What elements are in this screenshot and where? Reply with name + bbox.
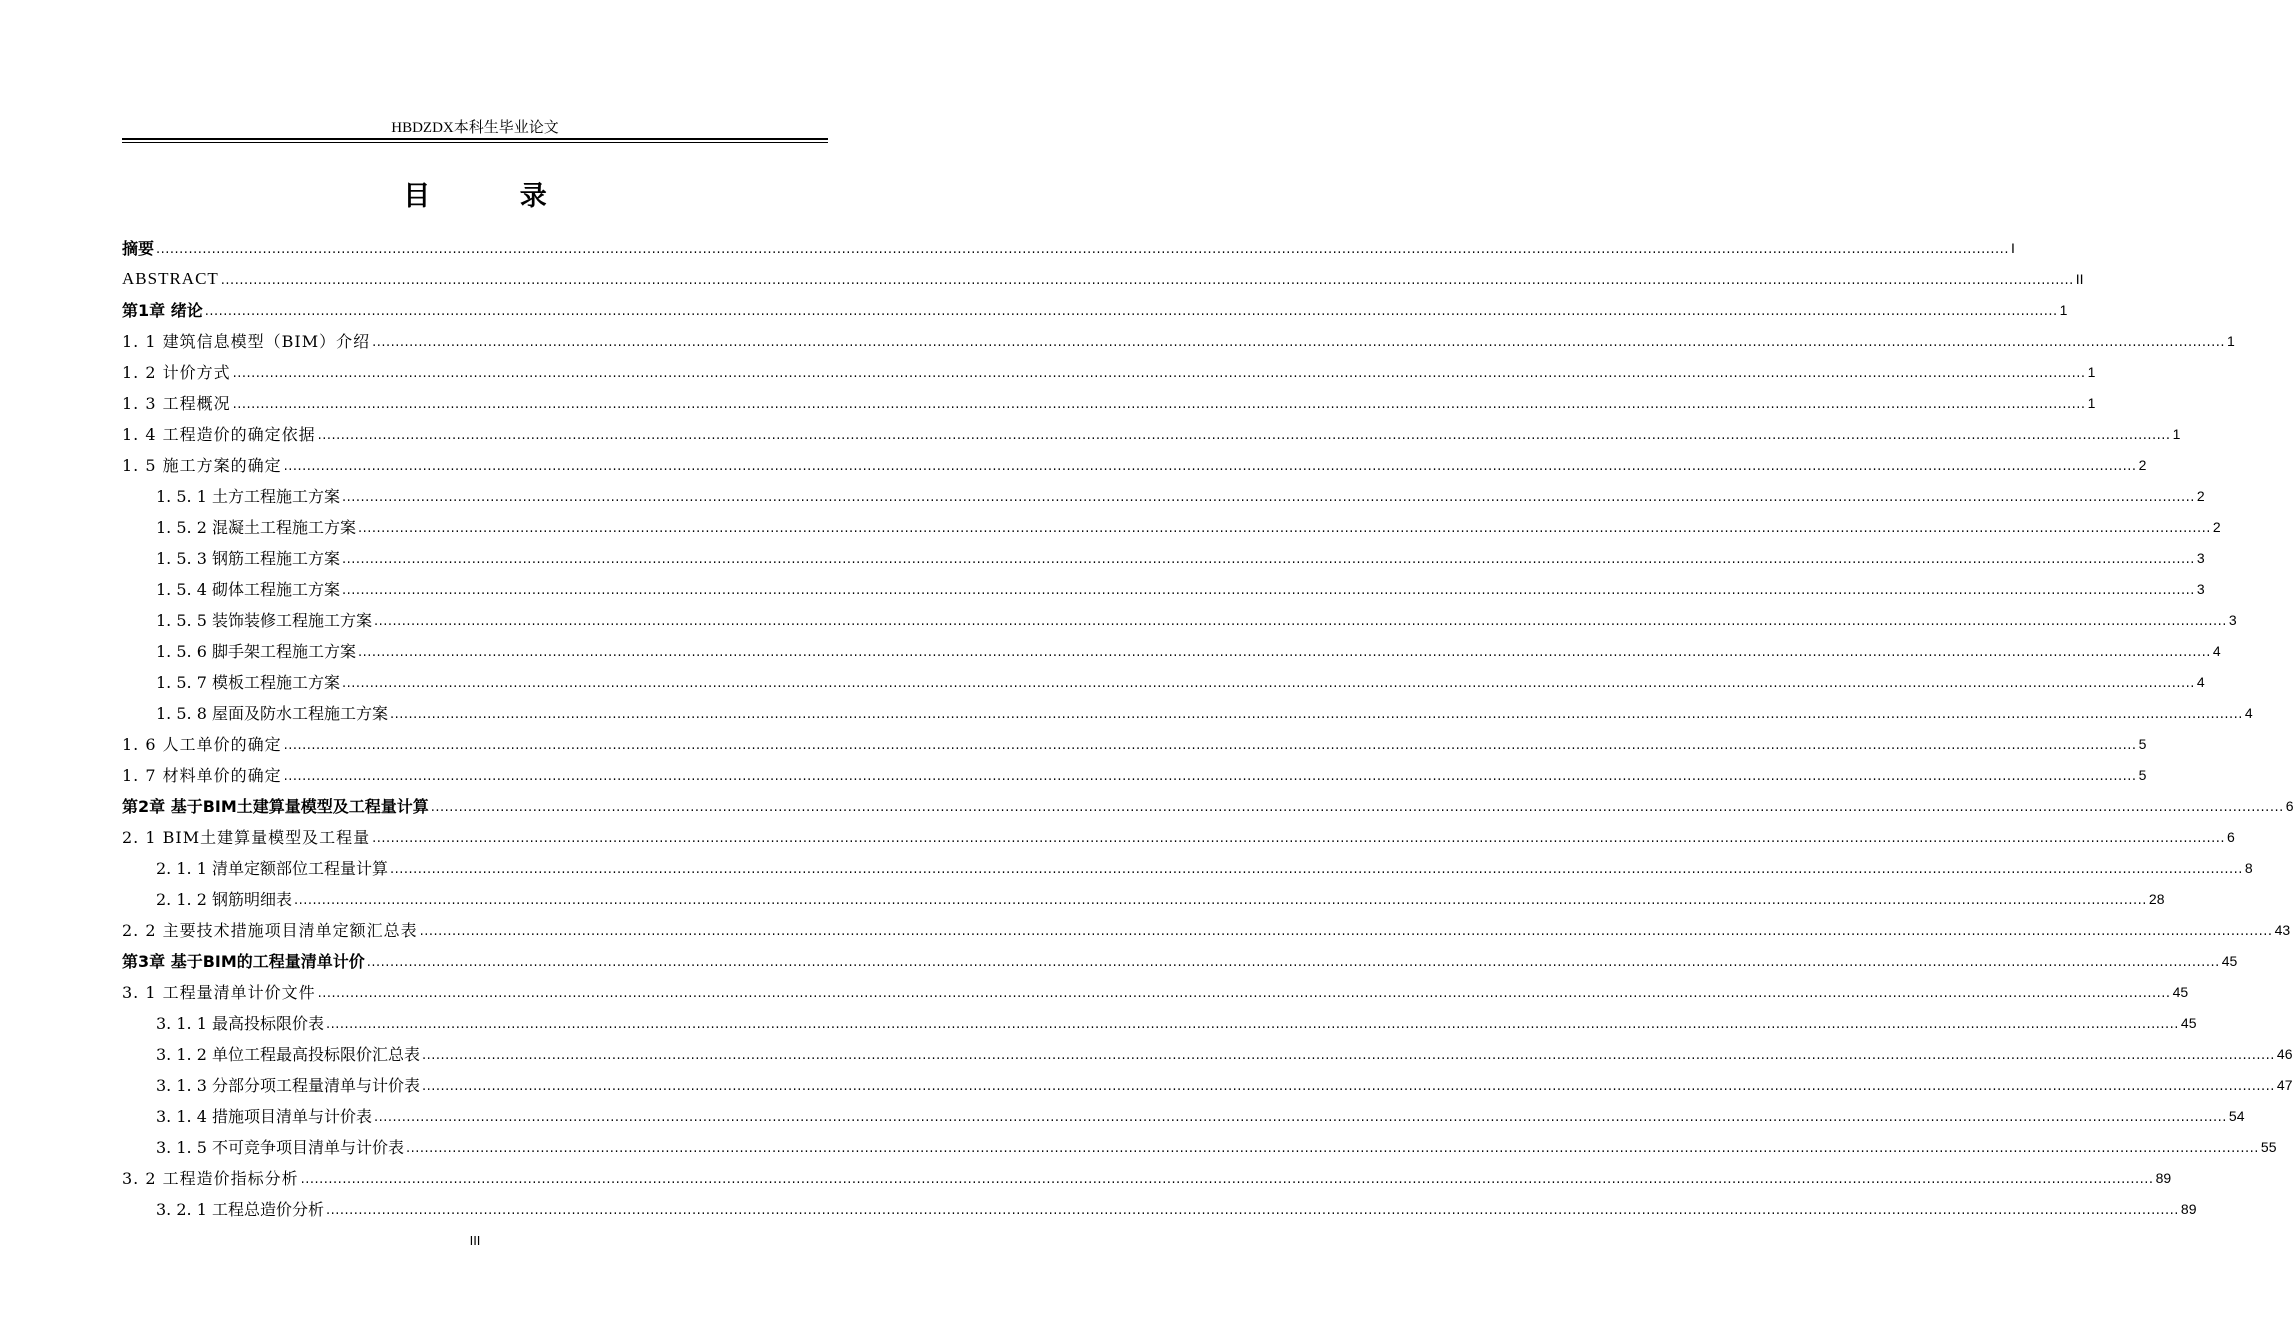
toc-entry[interactable] [122,945,2238,976]
toc-dot-leader: ................................................................................................................................................................................................................................................................................................................................................................................................................ [430,800,2284,815]
toc-entry[interactable] [122,1069,2293,1100]
toc-entry-label: 1. 5. 4 砌体工程施工方案 [156,580,340,599]
toc-entry[interactable] [122,511,2221,542]
toc-entry-label: 1. 5. 8 屋面及防水工程施工方案 [156,704,388,723]
toc-entry-label: 1. 4 工程造价的确定依据 [122,425,316,444]
toc-dot-leader: ................................................................................................................................................................................................................................................................................................................................................................................................................ [156,242,2009,257]
toc-entry-label: 第1章 绪论 [122,301,203,320]
toc-entry[interactable] [122,232,2015,263]
toc-entry-page: 5 [2138,735,2147,752]
toc-entry-label: 2. 2 主要技术措施项目清单定额汇总表 [122,921,418,940]
toc-entry-label: 3. 2. 1 工程总造价分析 [156,1200,324,1219]
toc-entry-label: 3. 1. 3 分部分项工程量清单与计价表 [156,1076,420,1095]
toc-dot-leader: ................................................................................................................................................................................................................................................................................................................................................................................................................ [389,862,2243,877]
toc-entry[interactable] [122,666,2205,697]
toc-dot-leader: ................................................................................................................................................................................................................................................................................................................................................................................................................ [372,335,2226,350]
toc-entry-page: 1 [2227,332,2235,349]
toc-entry[interactable] [122,573,2205,604]
toc-dot-leader: ................................................................................................................................................................................................................................................................................................................................................................................................................ [341,490,2195,505]
toc-dot-leader: ................................................................................................................................................................................................................................................................................................................................................................................................................ [421,1048,2275,1063]
toc-entry-label: 1. 5. 1 土方工程施工方案 [156,487,340,506]
toc-dot-leader: ................................................................................................................................................................................................................................................................................................................................................................................................................ [419,924,2273,939]
header-rule-thin [122,142,828,143]
toc-entry-page: 45 [2221,952,2238,969]
toc-dot-leader: ................................................................................................................................................................................................................................................................................................................................................................................................................ [283,459,2137,474]
toc-dot-leader: ................................................................................................................................................................................................................................................................................................................................................................................................................ [317,986,2171,1001]
running-header: HBDZDX本科生毕业论文 [391,120,559,136]
toc-entry-page: 89 [2155,1169,2172,1186]
toc-entry-page: 5 [2138,766,2147,783]
toc-dot-leader: ................................................................................................................................................................................................................................................................................................................................................................................................................ [366,955,2220,970]
toc-entry[interactable] [122,1007,2197,1038]
toc-entry-label: 2. 1. 1 清单定额部位工程量计算 [156,859,388,878]
toc-dot-leader: ................................................................................................................................................................................................................................................................................................................................................................................................................ [317,428,2171,443]
toc-entry-label: 1. 6 人工单价的确定 [122,735,282,754]
toc-entry-page: 4 [2244,704,2253,721]
toc-entry[interactable] [122,1100,2245,1131]
toc-entry-label: 3. 1. 4 措施项目清单与计价表 [156,1107,372,1126]
page-title: 目 录 [403,181,587,212]
toc-entry-label: 2. 1. 2 钢筋明细表 [156,890,292,909]
toc-entry-page: 6 [2285,797,2294,814]
toc-entry-page: 54 [2228,1107,2245,1124]
toc-entry[interactable] [122,418,2181,449]
toc-dot-leader: ................................................................................................................................................................................................................................................................................................................................................................................................................ [341,552,2195,567]
toc-entry-label: 1. 5. 3 钢筋工程施工方案 [156,549,340,568]
toc-entry[interactable] [122,976,2189,1007]
toc-dot-leader: ................................................................................................................................................................................................................................................................................................................................................................................................................ [220,273,2074,288]
toc-entry-label: 1. 7 材料单价的确定 [122,766,282,785]
toc-entry-label: ABSTRACT [122,268,219,288]
toc-entry[interactable] [122,697,2253,728]
toc-entry-page: 1 [2059,301,2068,318]
toc-dot-leader: ................................................................................................................................................................................................................................................................................................................................................................................................................ [357,645,2211,660]
toc-entry-label: 3. 2 工程造价指标分析 [122,1169,299,1188]
toc-dot-leader: ................................................................................................................................................................................................................................................................................................................................................................................................................ [373,1110,2227,1125]
toc-entry-page: 55 [2260,1138,2277,1155]
toc-dot-leader: ................................................................................................................................................................................................................................................................................................................................................................................................................ [325,1203,2179,1218]
toc-entry[interactable] [122,821,2235,852]
toc-entry-page: 46 [2276,1045,2293,1062]
toc-dot-leader: ................................................................................................................................................................................................................................................................................................................................................................................................................ [373,614,2227,629]
toc-entry[interactable] [122,542,2205,573]
toc-entry-page: 1 [2087,363,2096,380]
toc-entry[interactable] [122,883,2165,914]
toc-entry-label: 3. 1 工程量清单计价文件 [122,983,316,1002]
toc-dot-leader: ................................................................................................................................................................................................................................................................................................................................................................................................................ [300,1172,2154,1187]
toc-entry-page: 47 [2276,1076,2293,1093]
toc-entry[interactable] [122,480,2205,511]
toc-dot-leader: ................................................................................................................................................................................................................................................................................................................................................................................................................ [232,366,2086,381]
toc-dot-leader: ................................................................................................................................................................................................................................................................................................................................................................................................................ [283,738,2137,753]
toc-dot-leader: ................................................................................................................................................................................................................................................................................................................................................................................................................ [389,707,2243,722]
toc-entry-page: 2 [2138,456,2147,473]
toc-entry-page: 1 [2087,394,2096,411]
header-rule-thick [122,138,828,140]
toc-entry-page: 8 [2244,859,2253,876]
toc-entry-label: 1. 5. 2 混凝土工程施工方案 [156,518,356,537]
toc-entry-label: 第2章 基于BIM土建算量模型及工程量计算 [122,797,429,816]
toc-entry-page: 2 [2196,487,2205,504]
toc-entry[interactable] [122,759,2147,790]
toc-entry[interactable] [122,294,2068,325]
toc-entry-label: 1. 1 建筑信息模型（BIM）介绍 [122,332,371,351]
toc-entry-page: 6 [2227,828,2235,845]
toc-dot-leader: ................................................................................................................................................................................................................................................................................................................................................................................................................ [357,521,2211,536]
toc-entry[interactable] [122,387,2096,418]
toc-entry-page: 2 [2212,518,2221,535]
toc-entry-label: 1. 5. 6 脚手架工程施工方案 [156,642,356,661]
toc-dot-leader: ................................................................................................................................................................................................................................................................................................................................................................................................................ [372,831,2226,846]
toc-entry-page: 4 [2212,642,2221,659]
toc-entry-page: II [2075,270,2084,287]
toc-dot-leader: ................................................................................................................................................................................................................................................................................................................................................................................................................ [341,583,2195,598]
toc-entry[interactable] [122,325,2235,356]
toc-entry-page: 4 [2196,673,2205,690]
toc-dot-leader: ................................................................................................................................................................................................................................................................................................................................................................................................................ [293,893,2147,908]
toc-entry-label: 1. 3 工程概况 [122,394,231,413]
toc-entry-label: 1. 5 施工方案的确定 [122,456,282,475]
toc-entry[interactable] [122,1193,2197,1224]
toc-entry-page: 45 [2180,1014,2197,1031]
toc-entry-label: 1. 5. 5 装饰装修工程施工方案 [156,611,372,630]
toc-entry[interactable] [122,449,2147,480]
toc-dot-leader: ................................................................................................................................................................................................................................................................................................................................................................................................................ [283,769,2137,784]
toc-entry[interactable] [122,914,2291,945]
toc-entry-label: 2. 1 BIM土建算量模型及工程量 [122,828,371,847]
toc-entry-label: 3. 1. 1 最高投标限价表 [156,1014,324,1033]
toc-entry-label: 1. 5. 7 模板工程施工方案 [156,673,340,692]
toc-dot-leader: ................................................................................................................................................................................................................................................................................................................................................................................................................ [341,676,2195,691]
toc-entry-page: 3 [2228,611,2237,628]
toc-entry-label: 3. 1. 5 不可竞争项目清单与计价表 [156,1138,404,1157]
toc-entry[interactable] [122,852,2253,883]
toc-dot-leader: ................................................................................................................................................................................................................................................................................................................................................................................................................ [204,304,2058,319]
toc-entry-page: 3 [2196,549,2205,566]
toc-entry-label: 1. 2 计价方式 [122,363,231,382]
toc-entry-label: 第3章 基于BIM的工程量清单计价 [122,952,365,971]
toc-entry-page: 1 [2172,425,2181,442]
table-of-contents [122,232,2294,1224]
toc-entry-page: 3 [2196,580,2205,597]
toc-dot-leader: ................................................................................................................................................................................................................................................................................................................................................................................................................ [232,397,2086,412]
toc-entry[interactable] [122,604,2237,635]
toc-dot-leader: ................................................................................................................................................................................................................................................................................................................................................................................................................ [325,1017,2179,1032]
toc-entry-page: 45 [2172,983,2189,1000]
toc-entry-page: 89 [2180,1200,2197,1217]
toc-entry-page: 43 [2274,921,2291,938]
toc-entry[interactable] [122,1038,2293,1069]
toc-entry-page: 28 [2148,890,2165,907]
toc-entry[interactable] [122,790,2294,821]
toc-dot-leader: ................................................................................................................................................................................................................................................................................................................................................................................................................ [421,1079,2275,1094]
toc-entry[interactable] [122,1131,2277,1162]
toc-entry[interactable] [122,728,2147,759]
toc-entry[interactable] [122,635,2221,666]
page-number: III [469,1233,481,1248]
toc-entry[interactable] [122,356,2096,387]
toc-dot-leader: ................................................................................................................................................................................................................................................................................................................................................................................................................ [405,1141,2259,1156]
toc-entry[interactable] [122,263,2084,294]
toc-entry-label: 3. 1. 2 单位工程最高投标限价汇总表 [156,1045,420,1064]
toc-entry[interactable] [122,1162,2172,1193]
toc-entry-page: I [2010,239,2015,256]
toc-entry-label: 摘要 [122,239,155,258]
